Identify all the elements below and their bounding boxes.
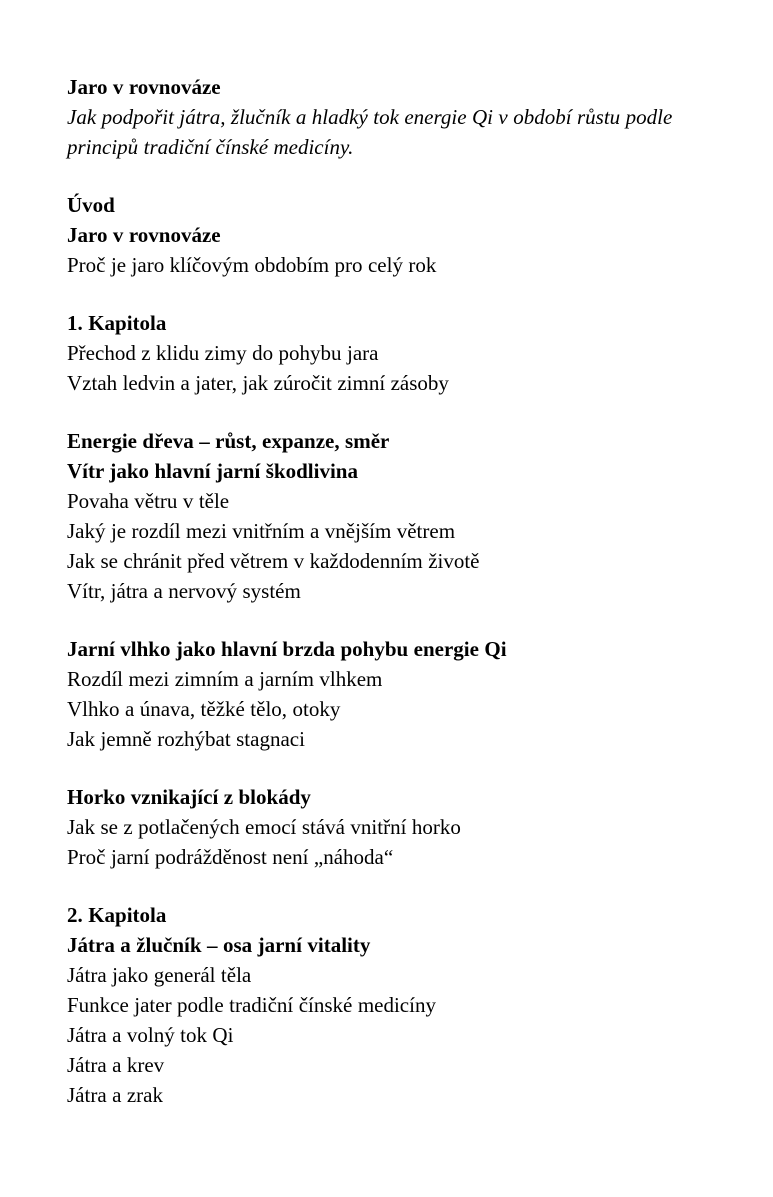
title-block xyxy=(67,72,712,162)
text-line: Jak se z potlačených emocí stává vnitřní horko xyxy=(67,815,461,839)
text-line: Proč jarní podrážděnost není „náhoda“ xyxy=(67,845,394,869)
text-line: Jaro v rovnováze xyxy=(67,223,221,247)
text-line: Játra a žlučník – osa jarní vitality xyxy=(67,933,371,957)
text-line: 2. Kapitola xyxy=(67,903,167,927)
jarni-vlhko-block xyxy=(67,634,712,754)
document-body xyxy=(67,72,712,1110)
text-line: Vztah ledvin a jater, jak zúročit zimní zásoby xyxy=(67,371,449,395)
text-line: Proč je jaro klíčovým obdobím pro celý rok xyxy=(67,253,437,277)
text-line: Jaký je rozdíl mezi vnitřním a vnějším větrem xyxy=(67,519,456,543)
text-line: Jak se chránit před větrem v každodenním životě xyxy=(67,549,480,573)
text-line: Vítr jako hlavní jarní škodlivina xyxy=(67,459,358,483)
text-line: Játra jako generál těla xyxy=(67,963,252,987)
text-line: Játra a krev xyxy=(67,1053,165,1077)
text-line: Povaha větru v těle xyxy=(67,489,230,513)
text-line: Vlhko a únava, těžké tělo, otoky xyxy=(67,697,341,721)
kapitola-2-block xyxy=(67,900,712,1110)
text-line: Vítr, játra a nervový systém xyxy=(67,579,301,603)
text-line: Funkce jater podle tradiční čínské medicíny xyxy=(67,993,436,1017)
energie-dreva-block xyxy=(67,426,712,606)
text-line: Horko vznikající z blokády xyxy=(67,785,311,809)
kapitola-1-block xyxy=(67,308,712,398)
text-line: 1. Kapitola xyxy=(67,311,167,335)
text-line: Jaro v rovnováze xyxy=(67,75,221,99)
text-line: Úvod xyxy=(67,193,115,217)
text-line: Rozdíl mezi zimním a jarním vlhkem xyxy=(67,667,383,691)
uvod-block xyxy=(67,190,712,280)
text-line: Játra a volný tok Qi xyxy=(67,1023,234,1047)
text-line: Jak jemně rozhýbat stagnaci xyxy=(67,727,305,751)
text-line: Játra a zrak xyxy=(67,1083,163,1107)
horko-block xyxy=(67,782,712,872)
text-line: Přechod z klidu zimy do pohybu jara xyxy=(67,341,379,365)
text-line: Jak podpořit játra, žlučník a hladký tok energie Qi v období růstu podle principů tradiční čínské medicíny. xyxy=(67,105,678,159)
text-line: Jarní vlhko jako hlavní brzda pohybu energie Qi xyxy=(67,637,507,661)
text-line: Energie dřeva – růst, expanze, směr xyxy=(67,429,390,453)
